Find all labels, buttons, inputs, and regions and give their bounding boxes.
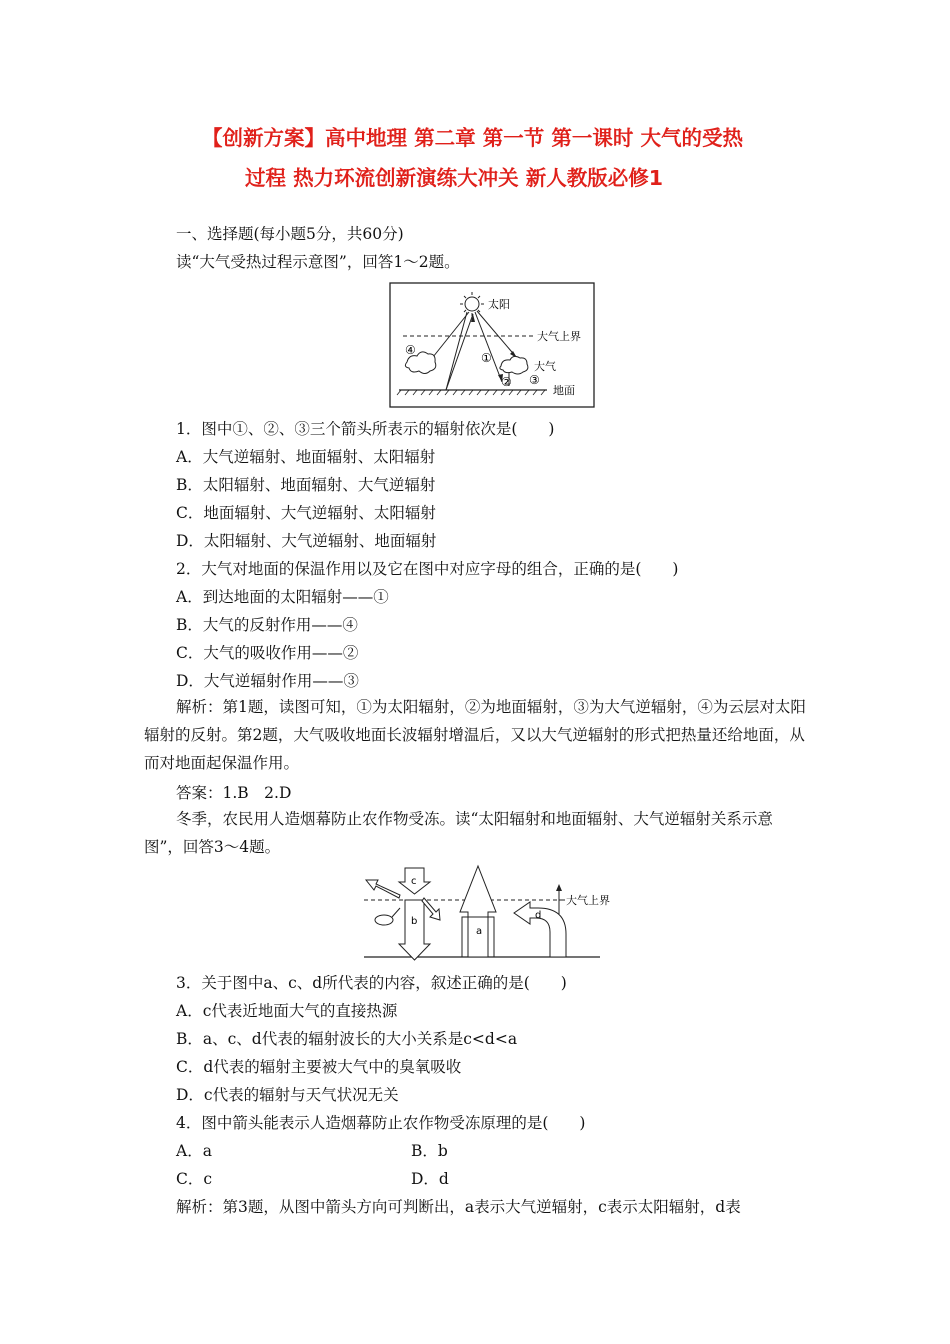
analysis-1: 解析：第1题，读图可知，①为太阳辐射，②为地面辐射，③为大气逆辐射，④为云层对太阳辐射的反射。第2题，大气吸收地面长波辐射增温后，又以大气逆辐射的形式把热量还给地面，从而对地面起保温作用。 bbox=[144, 698, 806, 772]
upper-label: 大气上界 bbox=[537, 330, 581, 343]
section-heading: 一、选择题(每小题5分，共60分) bbox=[176, 225, 404, 243]
arrow-b bbox=[399, 900, 430, 960]
q4-option-a: A．a bbox=[176, 1142, 212, 1160]
q2-option-d: D．大气逆辐射作用——③ bbox=[176, 672, 359, 690]
figure-radiation-relation bbox=[362, 862, 630, 964]
atm-label: 大气 bbox=[534, 360, 556, 373]
q1-option-c: C．地面辐射、大气逆辐射、太阳辐射 bbox=[176, 504, 436, 522]
q1-stem: 1．图中①、②、③三个箭头所表示的辐射依次是( ) bbox=[176, 420, 555, 438]
label-d: d bbox=[535, 910, 542, 921]
q3-stem: 3．关于图中a、c、d所代表的内容，叙述正确的是( ) bbox=[176, 974, 567, 992]
q4-option-c: C．c bbox=[176, 1170, 213, 1188]
q2-option-c: C．大气的吸收作用——② bbox=[176, 644, 359, 662]
q1-option-a: A．大气逆辐射、地面辐射、太阳辐射 bbox=[176, 448, 436, 466]
q2-option-b: B．大气的反射作用——④ bbox=[176, 616, 358, 634]
document-title bbox=[150, 118, 850, 198]
label-a: a bbox=[476, 926, 483, 937]
figure-atmosphere-heating bbox=[389, 282, 595, 408]
title-line-1: 【创新方案】高中地理 第二章 第一节 第一课时 大气的受热 bbox=[202, 126, 744, 150]
marker-2: ② bbox=[501, 375, 512, 389]
label-b: b bbox=[411, 916, 418, 927]
title-line-2: 过程 热力环流创新演练大冲关 新人教版必修1 bbox=[245, 166, 664, 190]
q4-stem: 4．图中箭头能表示人造烟幕防止农作物受冻原理的是( ) bbox=[176, 1114, 586, 1132]
question-intro-1: 读“大气受热过程示意图”，回答1～2题。 bbox=[176, 253, 460, 271]
sun-label: 太阳 bbox=[488, 298, 510, 311]
q2-option-a: A．到达地面的太阳辐射——① bbox=[176, 588, 389, 606]
label-c: c bbox=[411, 876, 417, 887]
analysis-2: 解析：第3题，从图中箭头方向可判断出，a表示大气逆辐射，c表示太阳辐射，d表 bbox=[176, 1198, 741, 1216]
q3-option-a: A．c代表近地面大气的直接热源 bbox=[176, 1002, 398, 1020]
marker-4: ④ bbox=[405, 343, 416, 357]
upper-label: 大气上界 bbox=[566, 894, 610, 907]
q2-stem: 2．大气对地面的保温作用以及它在图中对应字母的组合，正确的是( ) bbox=[176, 560, 679, 578]
q1-option-b: B．太阳辐射、地面辐射、大气逆辐射 bbox=[176, 476, 436, 494]
question-intro-2: 冬季，农民用人造烟幕防止农作物受冻。读“太阳辐射和地面辐射、大气逆辐射关系示意图”，回答3～4题。 bbox=[144, 810, 773, 856]
q3-option-b: B．a、c、d代表的辐射波长的大小关系是c<d<a bbox=[176, 1030, 518, 1048]
ground-label: 地面 bbox=[553, 384, 575, 397]
q1-option-d: D．太阳辐射、大气逆辐射、地面辐射 bbox=[176, 532, 437, 550]
marker-1: ① bbox=[481, 351, 492, 365]
answer-1: 答案：1.B 2.D bbox=[176, 784, 292, 802]
q3-option-c: C．d代表的辐射主要被大气中的臭氧吸收 bbox=[176, 1058, 462, 1076]
arrow-a-outer bbox=[460, 866, 496, 957]
smoke-icon bbox=[375, 915, 393, 925]
q3-option-d: D．c代表的辐射与天气状况无关 bbox=[176, 1086, 399, 1104]
q4-option-b: B．b bbox=[411, 1142, 448, 1160]
q4-option-d: D．d bbox=[411, 1170, 449, 1188]
marker-3: ③ bbox=[529, 373, 540, 387]
